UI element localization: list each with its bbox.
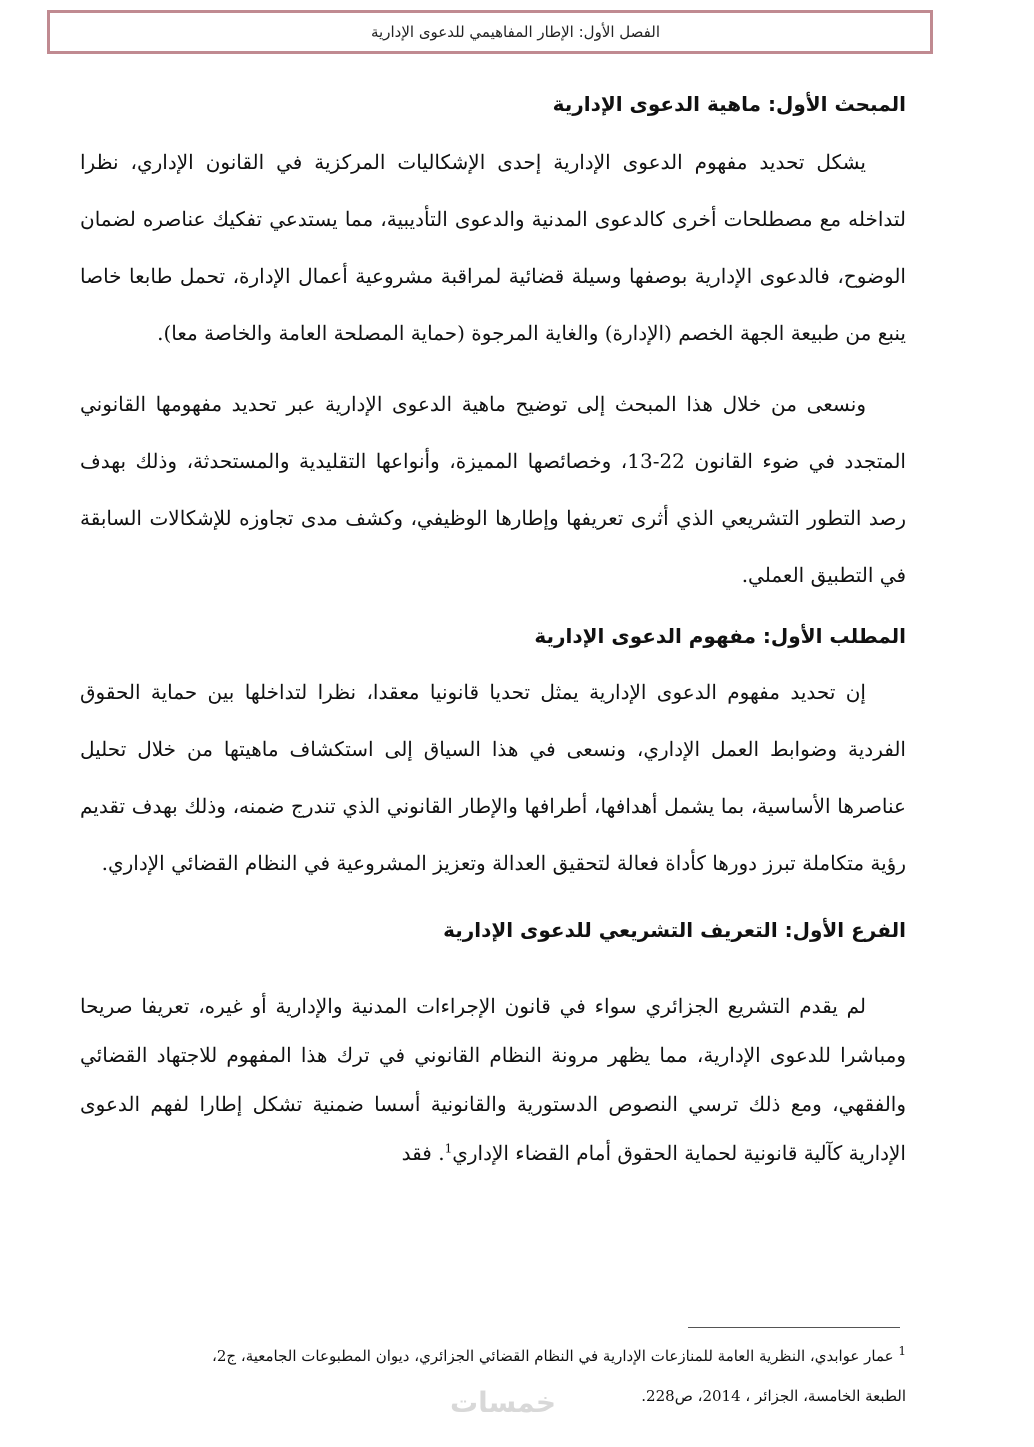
section-heading-matlab: المطلب الأول: مفهوم الدعوى الإدارية	[534, 624, 906, 648]
paragraph-objectives: ونسعى من خلال هذا المبحث إلى توضيح ماهية الدعوى الإدارية عبر تحديد مفهومها القانوني المتجدد في ضوء القانون 22-13، وخصائصها المميزة، وأنواعها التقليدية والمستحدثة، وذلك بهدف رصد التطور التشريعي الذي أثرى تعريفها وإطارها الوظيفي، وكشف مدى تجاوزه للإشكالات السابقة في التطبيق العملي.	[80, 392, 906, 587]
paragraph-legislative-definition	[80, 982, 906, 1178]
section-heading-far: الفرع الأول: التعريف التشريعي للدعوى الإدارية	[443, 918, 906, 942]
chapter-header-box	[47, 10, 933, 54]
paragraph-text-before-note: لم يقدم التشريع الجزائري سواء في قانون الإجراءات المدنية والإدارية أو غيره، تعريفا صريحا ومباشرا للدعوى الإدارية، مما يظهر مرونة النظام القانوني في ترك هذا المفهوم للاجتهاد القضائي والفقهي، ومع ذلك ترسي النصوص الدستورية والقانونية أسسا ضمنية تشكل إطارا لفهم الدعوى الإدارية كآلية قانونية لحماية الحقوق أمام القضاء الإداري	[80, 994, 906, 1165]
footnote-separator	[688, 1327, 900, 1328]
paragraph-text-after-note: . فقد	[401, 1141, 445, 1165]
chapter-title: الفصل الأول: الإطار المفاهيمي للدعوى الإدارية	[371, 23, 660, 41]
footnote-text-1: عمار عوابدي، النظرية العامة للمنازعات الإدارية في النظام القضائي الجزائري، ديوان المطبوعات الجامعية، ج2،	[212, 1347, 894, 1365]
page-body	[80, 78, 906, 1178]
paragraph-concept: إن تحديد مفهوم الدعوى الإدارية يمثل تحديا قانونيا معقدا، نظرا لتداخلها بين حماية الحقوق الفردية وضوابط العمل الإداري، ونسعى في هذا السياق إلى استكشاف ماهيتها من خلال تحليل عناصرها الأساسية، بما يشمل أهدافها، أطرافها والإطار القانوني الذي تندرج ضمنه، وذلك بهدف تقديم رؤية متكاملة تبرز دورها كأداة فعالة لتحقيق العدالة وتعزيز المشروعية في النظام القضائي الإداري.	[80, 680, 906, 875]
paragraph-intro: يشكل تحديد مفهوم الدعوى الإدارية إحدى الإشكاليات المركزية في القانون الإداري، نظرا لتداخله مع مصطلحات أخرى كالدعوى المدنية والدعوى التأديبية، مما يستدعي تفكيك عناصره لضمان الوضوح، فالدعوى الإدارية بوصفها وسيلة قضائية لمراقبة مشروعية أعمال الإدارة، تحمل طابعا خاصا ينبع من طبيعة الجهة الخصم (الإدارة) والغاية المرجوة (حماية المصلحة العامة والخاصة معا).	[80, 150, 906, 345]
footnote-line-1	[80, 1336, 906, 1376]
footnote-line-2: الطبعة الخامسة، الجزائر ، 2014، ص228.	[641, 1387, 906, 1405]
footnote-number: 1	[898, 1344, 906, 1358]
section-heading-mabhath: المبحث الأول: ماهية الدعوى الإدارية	[552, 92, 906, 116]
watermark-logo: خمسات	[450, 1386, 557, 1419]
footnote-reference[interactable]: 1	[444, 1141, 453, 1156]
